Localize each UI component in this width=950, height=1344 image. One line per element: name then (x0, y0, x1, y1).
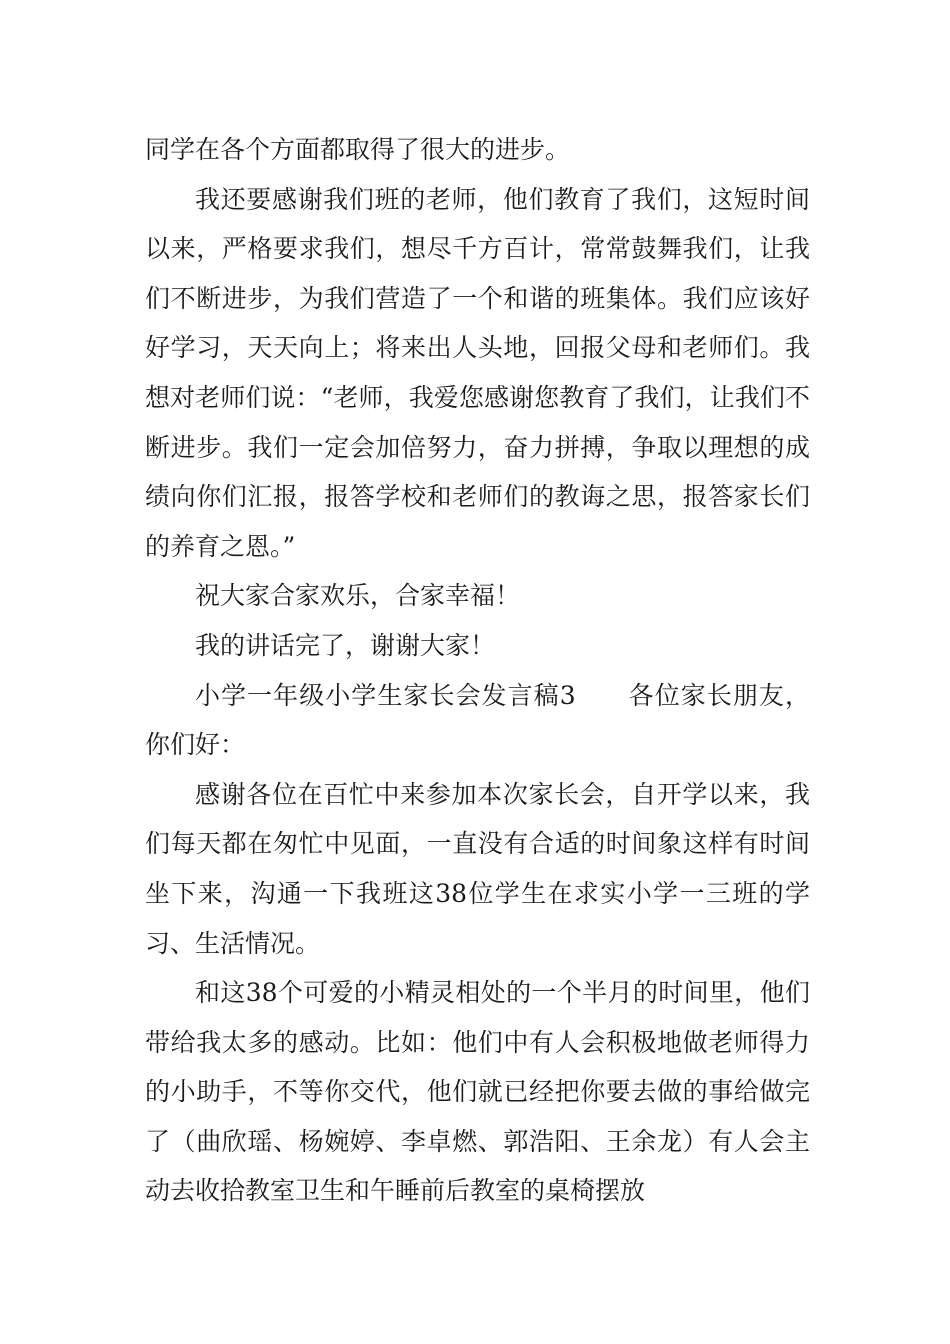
document-body (145, 125, 810, 1216)
paragraph-blessing: 祝大家合家欢乐，合家幸福！ (195, 581, 521, 611)
speech-greeting: 各位家长朋友，你们好： (145, 680, 810, 760)
paragraph-welcome: 感谢各位在百忙中来参加本次家长会，自开学以来，我们每天都在匆忙中见面，一直没有合适的时间象这样有时间坐下来，沟通一下我班这38位学生在求实小学一三班的学习、生活情况。 (145, 779, 810, 958)
paragraph-thanks-teachers: 我还要感谢我们班的老师，他们教育了我们，这短时间以来，严格要求我们，想尽千方百计，常常鼓舞我们，让我们不断进步，为我们营造了一个和谐的班集体。我们应该好好学习，天天向上；将来出人头地，回报父母和老师们。我想对老师们说：“老师，我爱您感谢您教育了我们，让我们不断进步。我们一定会加倍努力，奋力拼搏，争取以理想的成绩向你们汇报，报答学校和老师们的教诲之思，报答家长们的养育之恩。” (145, 184, 810, 561)
paragraph-students: 和这38个可爱的小精灵相处的一个半月的时间里，他们带给我太多的感动。比如：他们中有人会积极地做老师得力的小助手，不等你交代，他们就已经把你要去做的事给做完了（曲欣瑶、杨婉婷、李卓燃、郭浩阳、王余龙）有人会主动去收拾教室卫生和午睡前后教室的桌椅摆放 (145, 978, 810, 1206)
paragraph-closing: 我的讲话完了，谢谢大家！ (195, 630, 496, 660)
speech-title: 小学一年级小学生家长会发言稿3 (195, 680, 576, 710)
paragraph-speech-heading (145, 671, 810, 770)
paragraph-continuation: 同学在各个方面都取得了很大的进步。 (145, 135, 571, 164)
